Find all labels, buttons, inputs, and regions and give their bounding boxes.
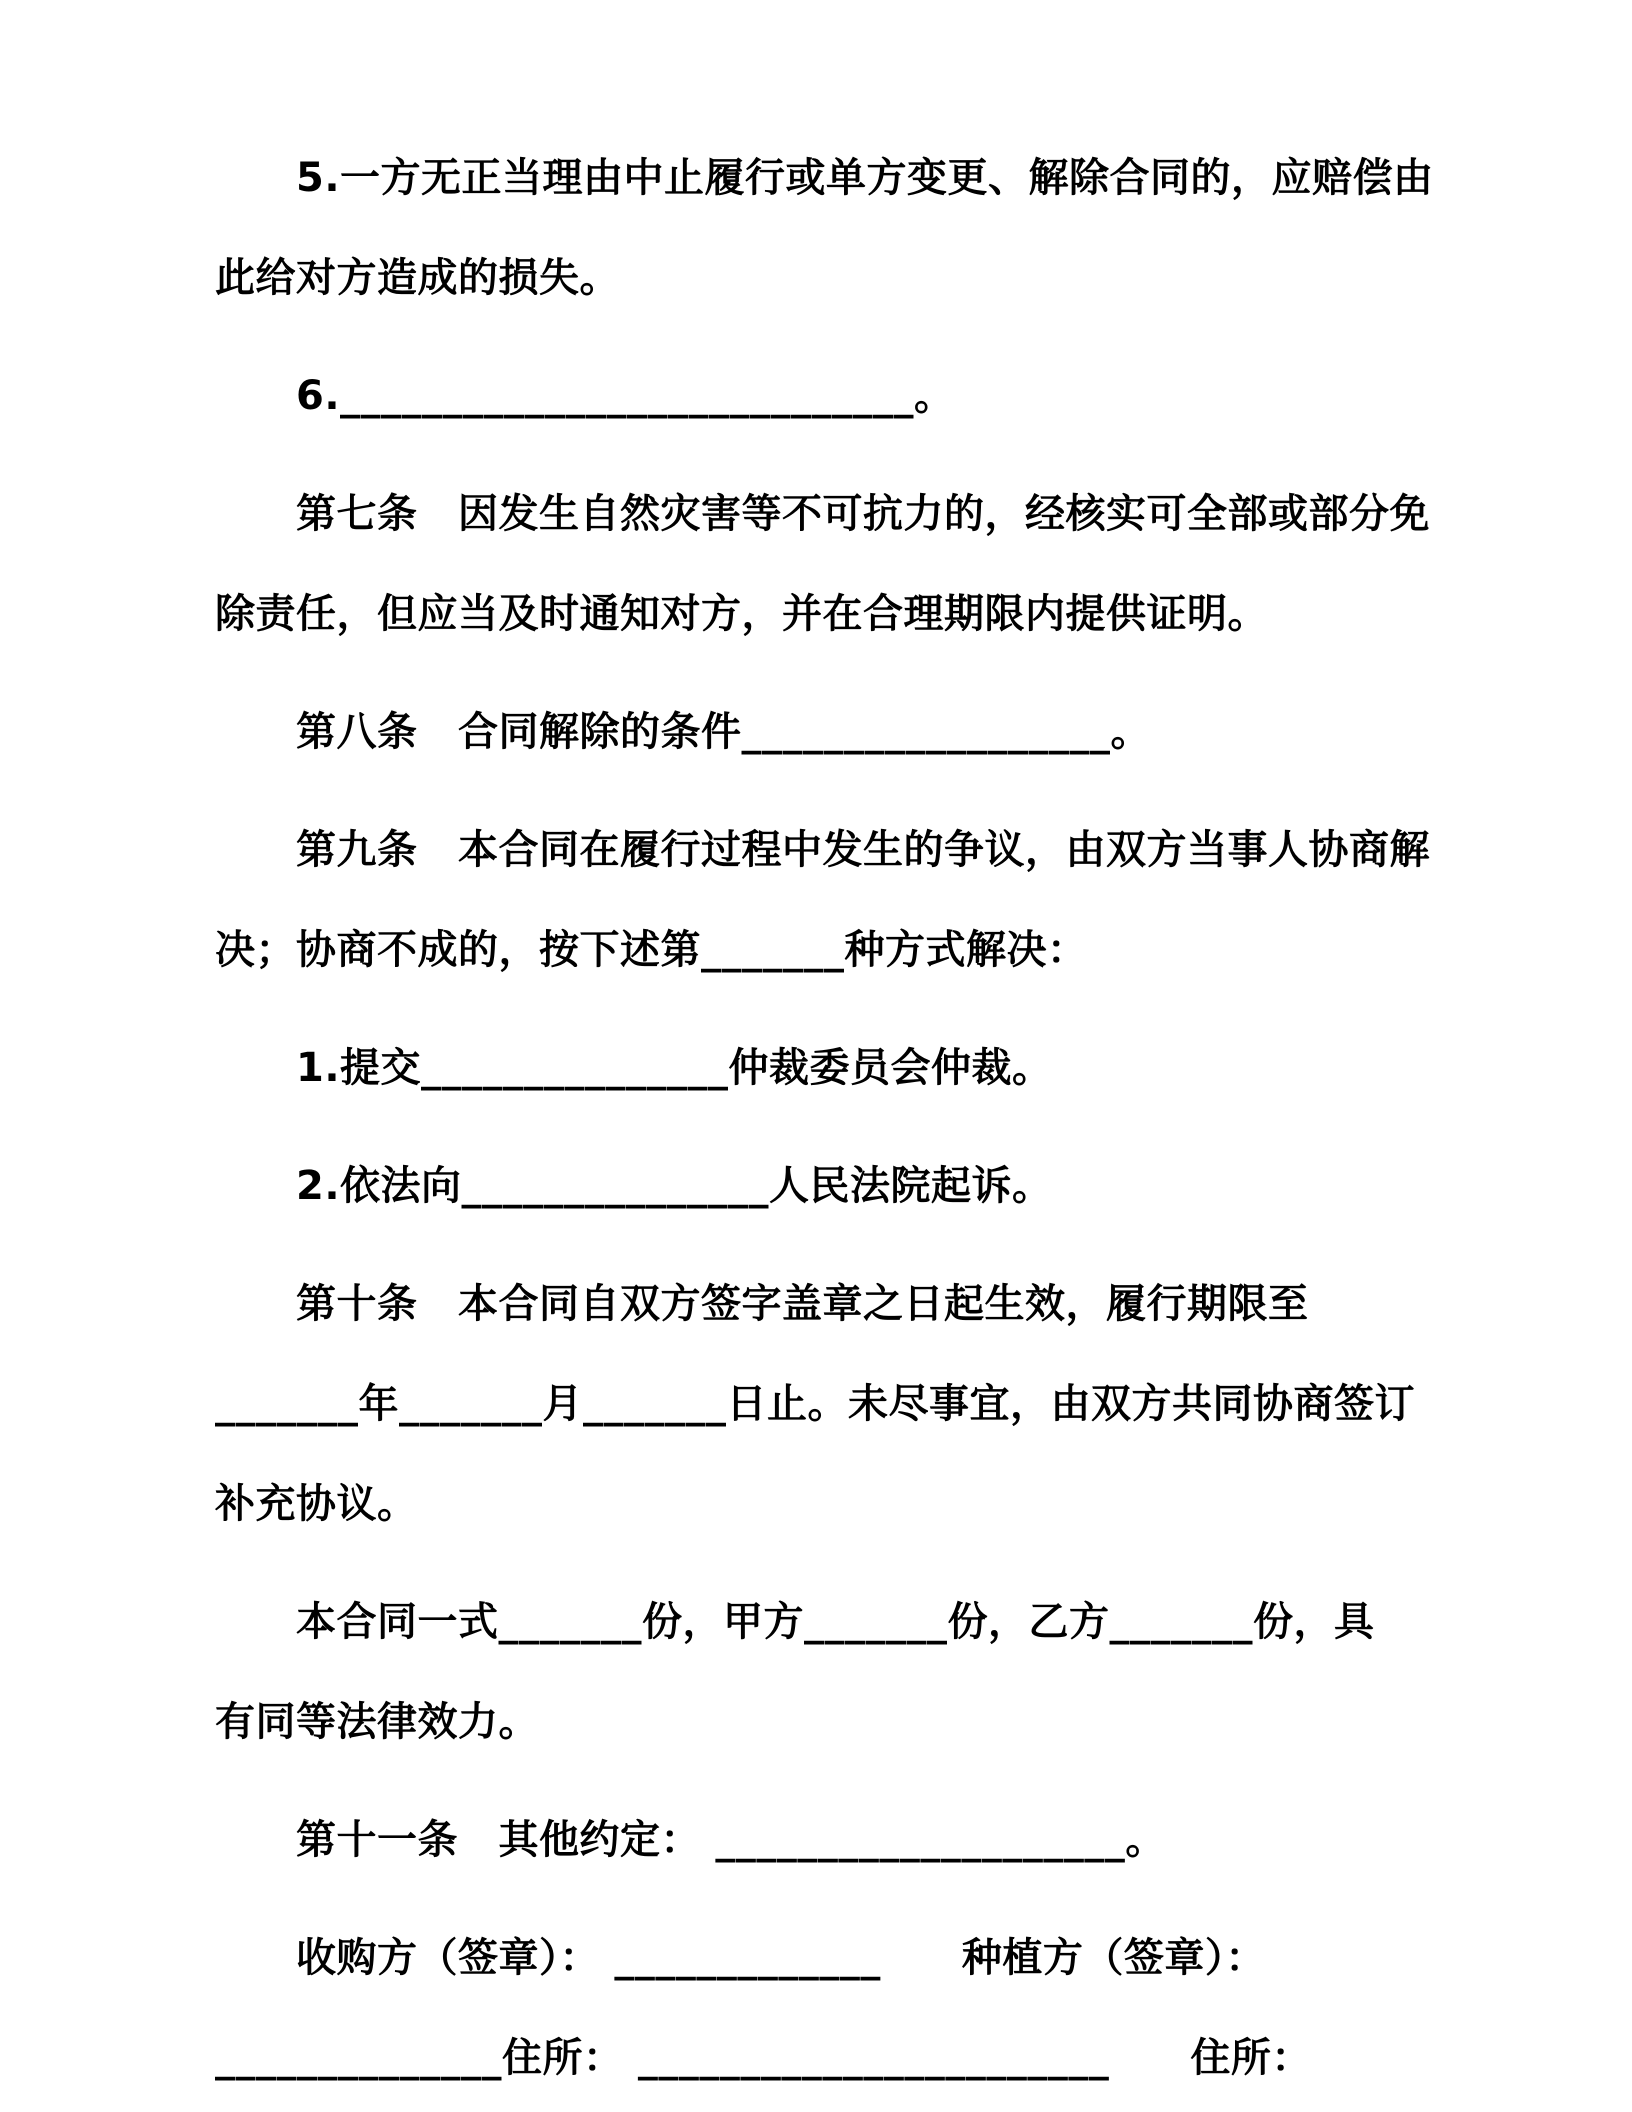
- text-line: 1.提交_______________仲裁委员会仲裁。: [215, 1045, 1053, 1091]
- text-line: 第十一条 其他约定： ____________________。: [215, 1817, 1166, 1863]
- text-line: _______年_______月_______日止。未尽事宜，由双方共同协商签订: [215, 1381, 1415, 1427]
- text-line: 第九条 本合同在履行过程中发生的争议，由双方当事人协商解: [215, 827, 1430, 873]
- paragraph: [215, 1136, 1452, 1236]
- text-line-blank-clause: 6.____________________________。: [215, 373, 955, 419]
- text-line: 除责任，但应当及时通知对方，并在合理期限内提供证明。: [215, 591, 1268, 637]
- text-line: 第十条 本合同自双方签字盖章之日起生效，履行期限至: [215, 1281, 1309, 1327]
- text-line-signature: 收购方（签章）： _____________ 种植方（签章）：: [215, 1935, 1266, 1981]
- paragraph: [215, 464, 1452, 664]
- text-line: 5.一方无正当理由中止履行或单方变更、解除合同的，应赔偿由: [215, 155, 1434, 201]
- paragraph: [215, 1018, 1452, 1118]
- paragraph: [215, 682, 1452, 782]
- paragraph: [215, 1572, 1452, 1772]
- paragraph: [215, 1790, 1452, 1890]
- paragraph: [215, 1254, 1452, 1554]
- text-line: 决；协商不成的，按下述第_______种方式解决：: [215, 927, 1088, 973]
- paragraph: [215, 128, 1452, 328]
- text-line-signature: ______________住所： _______________________ 住所：: [215, 2035, 1312, 2081]
- text-line: 有同等法律效力。: [215, 1699, 539, 1745]
- text-line: 第七条 因发生自然灾害等不可抗力的，经核实可全部或部分免: [215, 491, 1430, 537]
- paragraph: [215, 800, 1452, 1000]
- text-line: 此给对方造成的损失。: [215, 255, 620, 301]
- paragraph: [215, 346, 1452, 446]
- text-line: 2.依法向_______________人民法院起诉。: [215, 1163, 1053, 1209]
- text-line: 补充协议。: [215, 1481, 418, 1527]
- text-line: 第八条 合同解除的条件__________________。: [215, 709, 1151, 755]
- text-line: 本合同一式_______份，甲方_______份，乙方_______份，具: [215, 1599, 1375, 1645]
- paragraph: [215, 1908, 1452, 2108]
